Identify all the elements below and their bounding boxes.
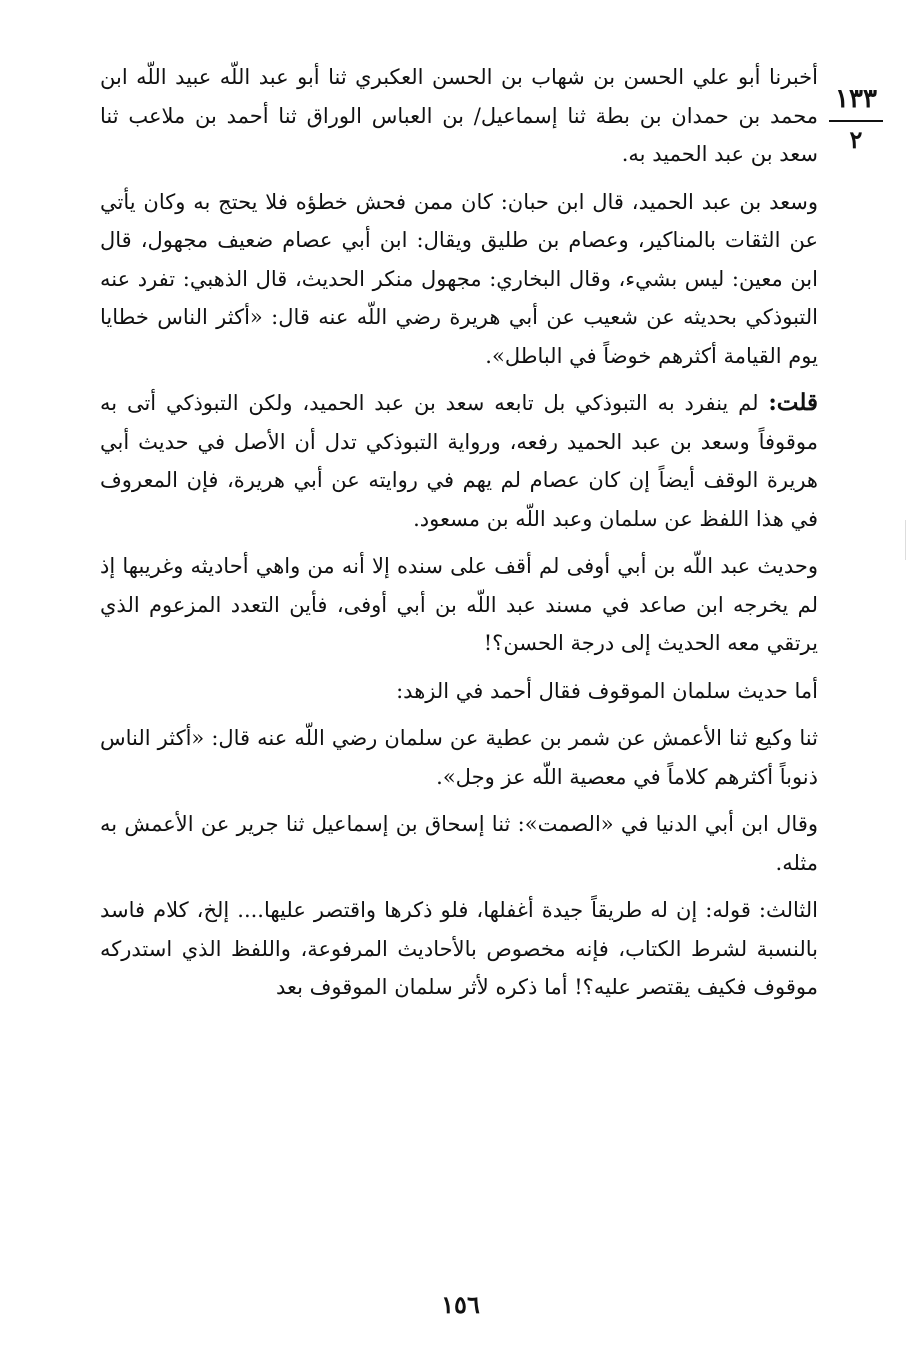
paragraph-6-text: ثنا وكيع ثنا الأعمش عن شمر بن عطية عن سلمان رضي اللّه عنه قال: «أكثر الناس ذنوباً أكثرهم كلاماً في معصية اللّه عز وجل». xyxy=(100,726,818,789)
margin-reference-bottom-number: ٢ xyxy=(849,125,863,154)
paragraph-5 xyxy=(100,672,818,711)
paragraph-4 xyxy=(100,547,818,663)
margin-reference-divider xyxy=(829,120,883,122)
paragraph-6 xyxy=(100,719,818,796)
paragraph-2 xyxy=(100,183,818,376)
body-text xyxy=(100,58,818,1016)
paragraph-5-text: أما حديث سلمان الموقوف فقال أحمد في الزهد: xyxy=(396,678,818,703)
paragraph-1-text: أخبرنا أبو علي الحسن بن شهاب بن الحسن العكبري ثنا أبو عبد اللّه عبيد اللّه ابن محمد بن حمدان بن بطة ثنا إسماعيل/ بن العباس الوراق ثنا أحمد بن ملاعب ثنا سعد بن عبد الحميد به. xyxy=(100,65,818,166)
paragraph-4-text: وحديث عبد اللّه بن أبي أوفى لم أقف على سنده إلا أنه من واهي أحاديثه وغريبها إذ لم يخرجه ابن صاعد في مسند عبد اللّه بن أبي أوفى، فأين التعدد المزعوم الذي يرتقي معه الحديث إلى درجة الحسن؟! xyxy=(100,554,818,655)
paragraph-8-text: الثالث: قوله: إن له طريقاً جيدة أغفلها، فلو ذكرها واقتصر عليها.... إلخ، كلام فاسد بالنسبة لشرط الكتاب، فإنه مخصوص بالأحاديث المرفوعة، واللفظ الذي استدركه موقوف فكيف يقتصر عليه؟! أما ذكره لأثر سلمان الموقوف بعد xyxy=(100,898,818,999)
paragraph-7-text: وقال ابن أبي الدنيا في «الصمت»: ثنا إسحاق بن إسماعيل ثنا جرير عن الأعمش به مثله. xyxy=(100,812,818,875)
margin-reference-top-number: ١٣٣ xyxy=(835,84,877,114)
page-number: ١٥٦ xyxy=(441,1290,480,1319)
paragraph-3 xyxy=(100,384,818,538)
margin-reference xyxy=(826,84,886,154)
paragraph-8 xyxy=(100,891,818,1007)
paragraph-3-text: لم ينفرد به التبوذكي بل تابعه سعد بن عبد الحميد، ولكن التبوذكي أتى به موقوفاً وسعد بن عبد الحميد رفعه، ورواية التبوذكي تدل أن الأصل في حديث أبي هريرة الوقف أيضاً إن كان عصام لم يهم في روايته عن أبي هريرة، فإن المعروف في هذا اللفظ عن سلمان وعبد اللّه بن مسعود. xyxy=(100,391,818,531)
paragraph-1 xyxy=(100,58,818,174)
paragraph-2-text: وسعد بن عبد الحميد، قال ابن حبان: كان ممن فحش خطؤه فلا يحتج به وكان يأتي عن الثقات بالمناكير، وعصام بن طليق ويقال: ابن أبي عصام ضعيف مجهول، قال ابن معين: ليس بشيء، وقال البخاري: مجهول منكر الحديث، قال الذهبي: تفرد عنه التبوذكي بحديثه عن شعيب عن أبي هريرة رضي اللّه عنه قال: «أكثر الناس خطايا يوم القيامة أكثرهم خوضاً في الباطل». xyxy=(100,189,818,368)
paragraph-3-lead: قلت: xyxy=(768,389,818,416)
paragraph-7 xyxy=(100,805,818,882)
page-edge-mark xyxy=(905,520,906,560)
